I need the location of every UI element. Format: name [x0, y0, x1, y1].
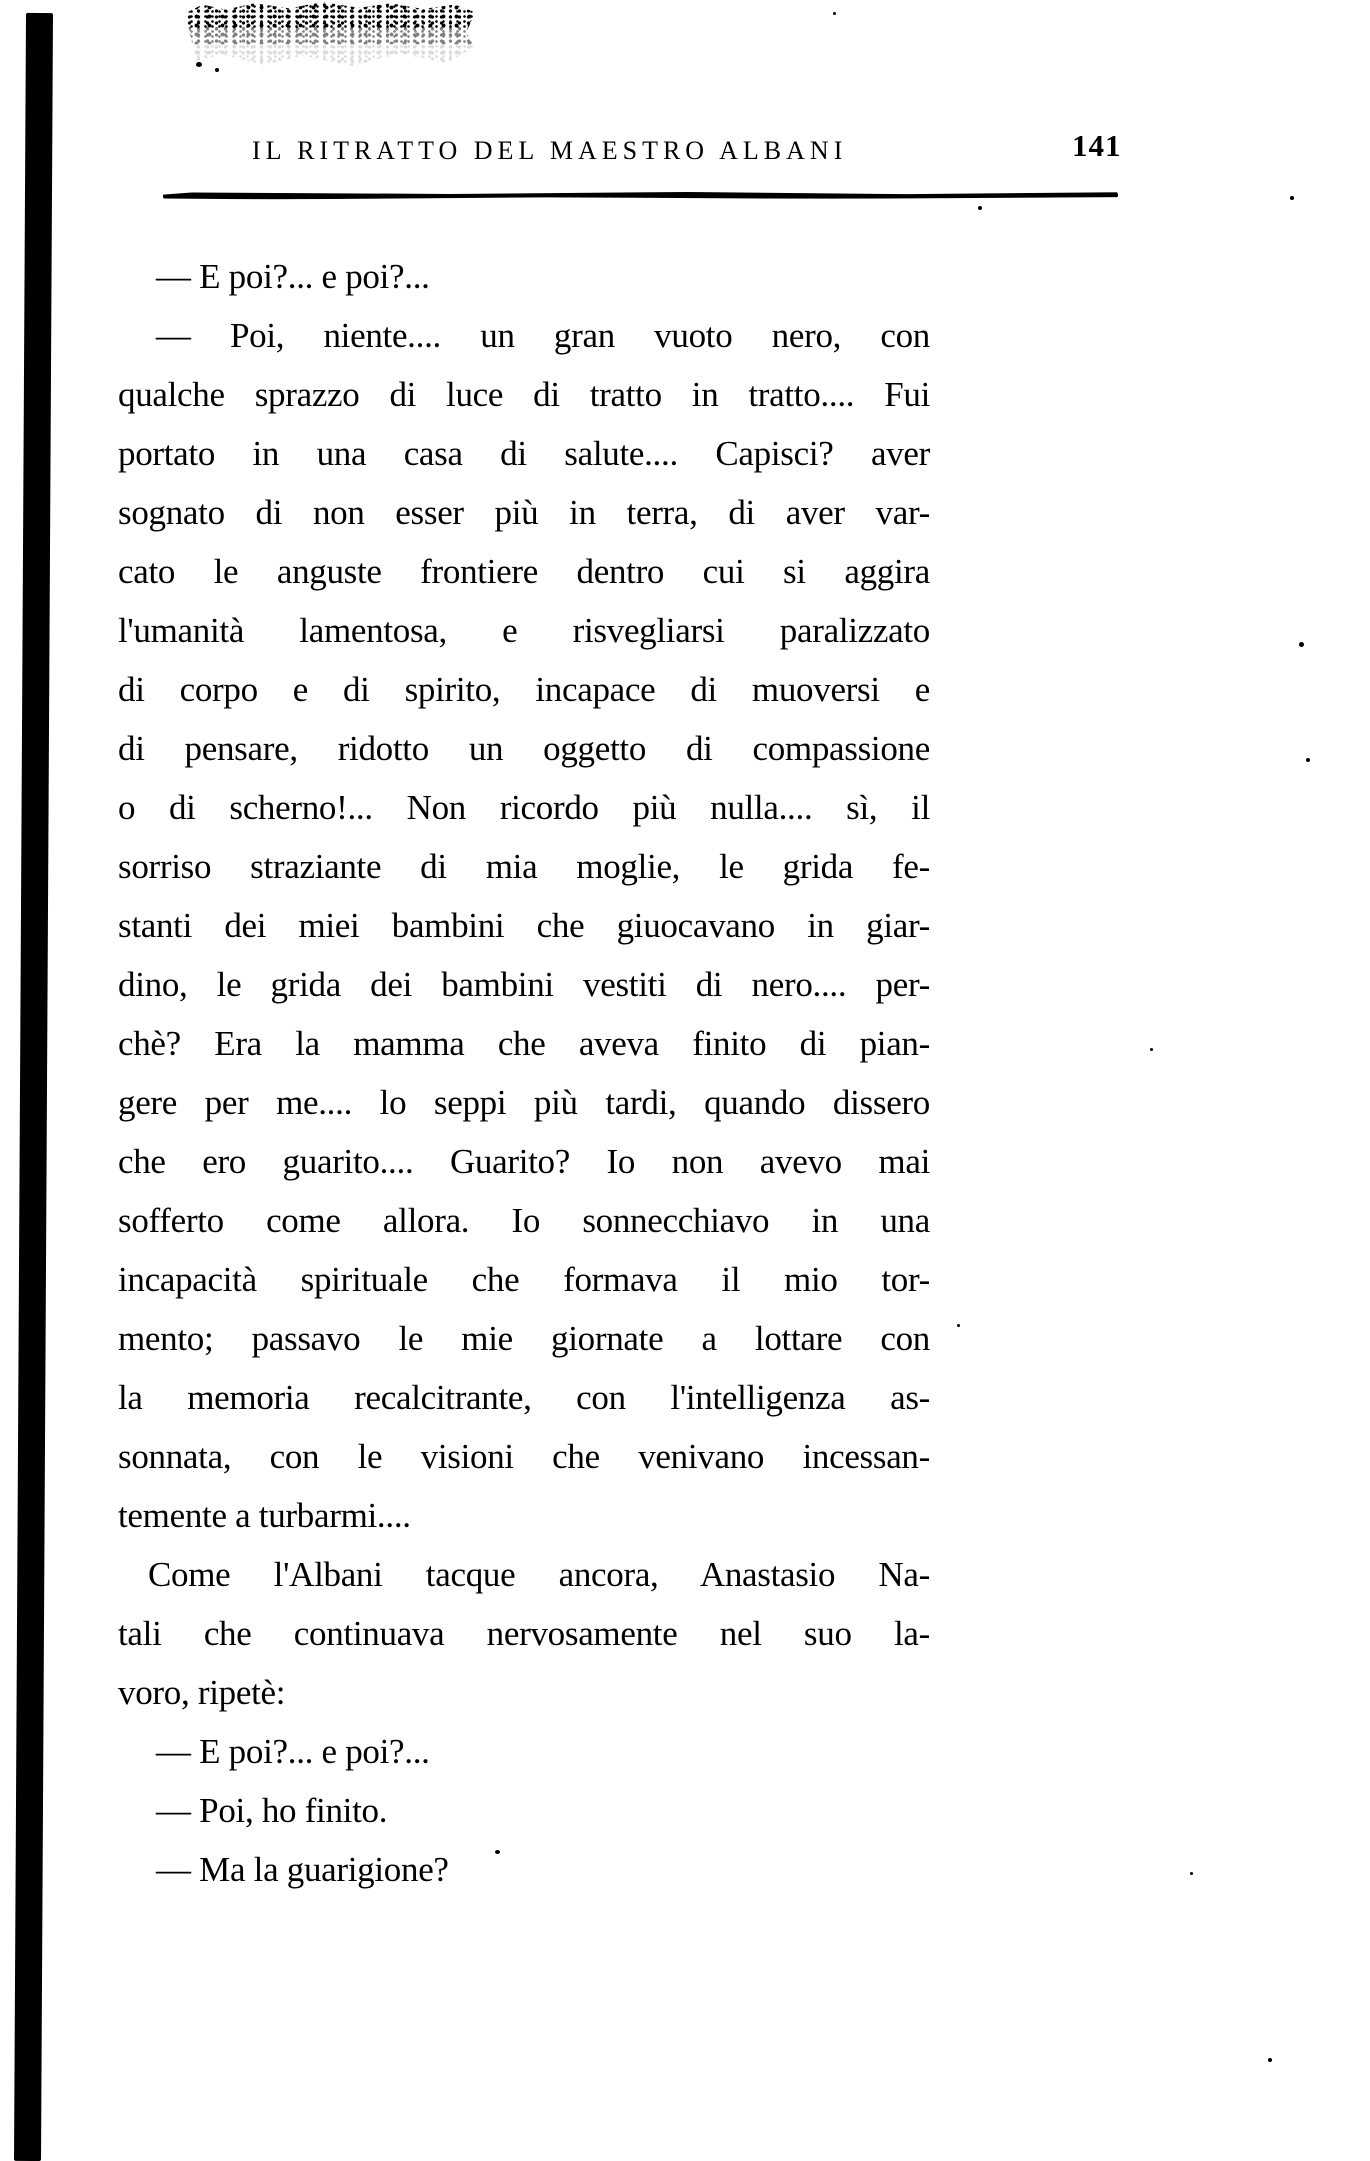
text-line: temente a turbarmi....	[118, 1496, 411, 1535]
text-line: l'umanità lamentosa, e risvegliarsi paralizzato	[118, 611, 930, 650]
text-line: cato le anguste frontiere dentro cui si aggira	[118, 552, 930, 591]
text-line: di corpo e di spirito, incapace di muoversi e	[118, 670, 930, 709]
text-line: chè? Era la mamma che aveva finito di pian-	[118, 1024, 930, 1063]
text-line: sofferto come allora. Io sonnecchiavo in una	[118, 1201, 930, 1240]
ink-speck	[1299, 642, 1304, 647]
text-line: voro, ripetè:	[118, 1673, 286, 1712]
text-line: — Poi, ho finito.	[156, 1791, 388, 1830]
page-spine-shadow	[14, 13, 53, 2161]
text-line: o di scherno!... Non ricordo più nulla.... sì, il	[118, 788, 930, 827]
ink-speck	[978, 206, 982, 210]
text-line: qualche sprazzo di luce di tratto in tratto.... Fui	[118, 375, 930, 414]
ink-speck	[1306, 758, 1310, 762]
text-line: — Poi, niente.... un gran vuoto nero, con	[156, 316, 930, 355]
text-line: che ero guarito.... Guarito? Io non avevo mai	[118, 1142, 930, 1181]
text-line: sognato di non esser più in terra, di aver var-	[118, 493, 930, 532]
running-title: IL RITRATTO DEL MAESTRO ALBANI	[252, 136, 848, 165]
text-line: — E poi?... e poi?...	[156, 257, 430, 296]
page-number: 141	[1072, 128, 1122, 163]
ink-speck	[1268, 2058, 1272, 2062]
ink-speck	[833, 12, 836, 15]
text-line: gere per me.... lo seppi più tardi, quando dissero	[118, 1083, 930, 1122]
ink-speck	[1190, 1872, 1193, 1875]
text-line: sonnata, con le visioni che venivano incessan-	[118, 1437, 930, 1476]
text-line: portato in una casa di salute.... Capisci? aver	[118, 434, 930, 473]
ink-speck	[1290, 196, 1294, 200]
body-text	[118, 247, 930, 1899]
header-rule	[163, 191, 1118, 199]
ink-speck	[495, 1850, 500, 1854]
text-line: — E poi?... e poi?...	[156, 1732, 430, 1771]
ink-smudge	[185, 2, 475, 66]
text-line: — Ma la guarigione?	[156, 1850, 449, 1889]
ink-speck	[957, 1324, 960, 1327]
text-line: incapacità spirituale che formava il mio tor-	[118, 1260, 930, 1299]
text-line: stanti dei miei bambini che giuocavano in giar-	[118, 906, 930, 945]
ink-speck	[1150, 1048, 1153, 1051]
text-line: la memoria recalcitrante, con l'intelligenza as-	[118, 1378, 930, 1417]
text-line: tali che continuava nervosamente nel suo la-	[118, 1614, 930, 1653]
text-line: di pensare, ridotto un oggetto di compassione	[118, 729, 930, 768]
text-line: dino, le grida dei bambini vestiti di nero.... per-	[118, 965, 930, 1004]
ink-speck	[215, 68, 219, 72]
text-line: sorriso straziante di mia moglie, le grida fe-	[118, 847, 930, 886]
ink-speck	[196, 62, 202, 67]
text-line: mento; passavo le mie giornate a lottare con	[118, 1319, 930, 1358]
text-line: Come l'Albani tacque ancora, Anastasio Na-	[148, 1555, 930, 1594]
